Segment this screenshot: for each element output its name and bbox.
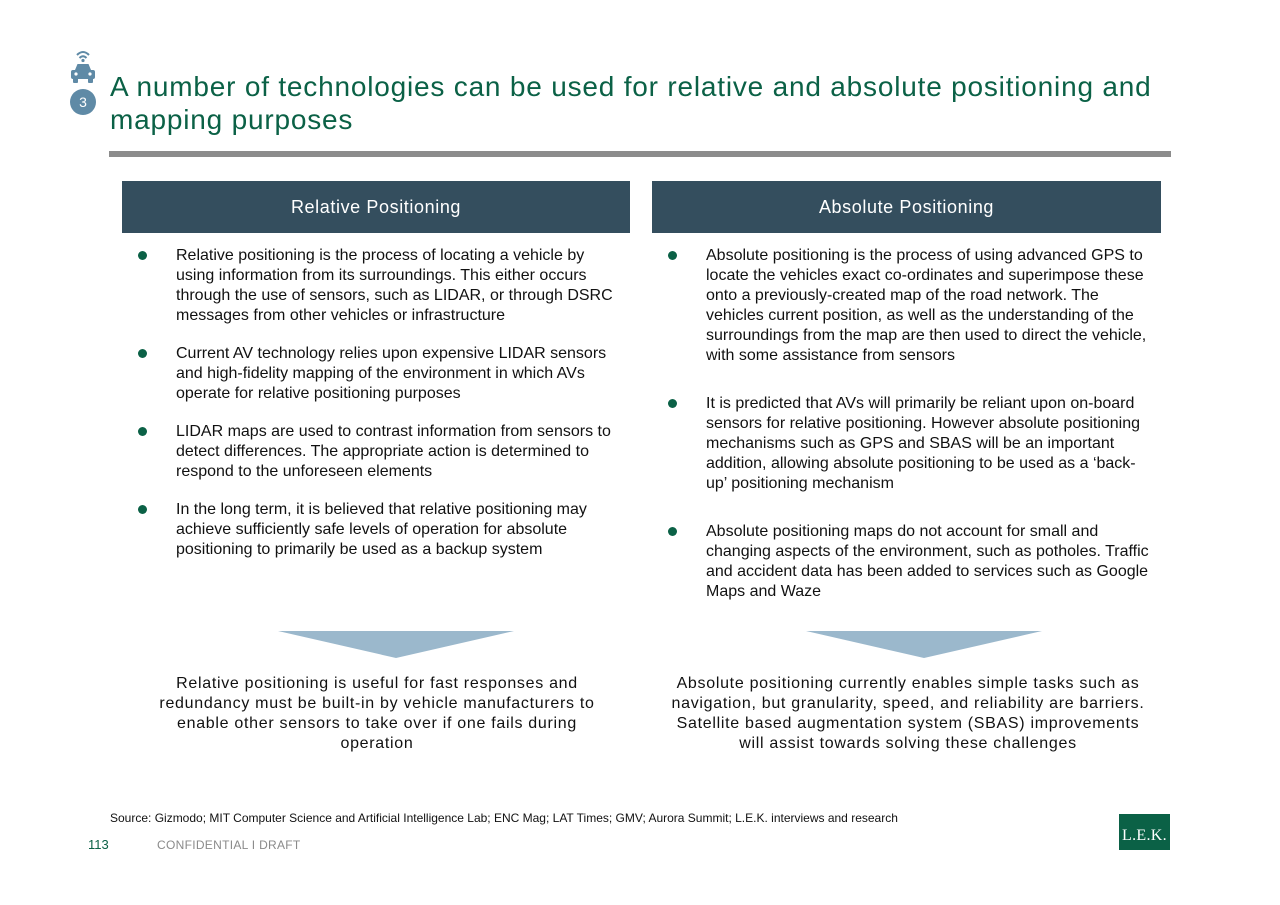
relative-positioning-bullets — [122, 246, 622, 578]
list-item — [652, 394, 1152, 494]
bullet-dot — [138, 505, 147, 514]
bullet-dot — [138, 427, 147, 436]
down-arrow-icon — [278, 631, 514, 658]
down-arrow-icon — [806, 631, 1042, 658]
title-divider — [109, 151, 1171, 157]
list-item — [652, 522, 1152, 602]
list-item — [122, 500, 622, 560]
bullet-dot — [668, 399, 677, 408]
bullet-text: Relative positioning is the process of locating a vehicle by using information from its surroundings. This either occurs through the use of sensors, such as LIDAR, or through DSRC messages from other vehicles or infrastructure — [176, 247, 613, 324]
list-item — [122, 422, 622, 482]
bullet-text: In the long term, it is believed that relative positioning may achieve sufficiently safe levels of operation for absolute positioning to primarily be used as a backup system — [176, 501, 587, 558]
section-number-badge: 3 — [70, 89, 96, 115]
bullet-dot — [138, 251, 147, 260]
list-item — [122, 246, 622, 326]
absolute-positioning-summary: Absolute positioning currently enables simple tasks such as navigation, but granularity, speed, and reliability are barriers. Satellite based augmentation system (SBAS) improvements will assist towards solving these challenges — [671, 675, 1145, 752]
source-note: Source: Gizmodo; MIT Computer Science and Artificial Intelligence Lab; ENC Mag; LAT Times; GMV; Aurora Summit; L.E.K. interviews and research — [110, 811, 898, 825]
bullet-text: Current AV technology relies upon expensive LIDAR sensors and high-fidelity mapping of the environment in which AVs operate for relative positioning purposes — [176, 345, 607, 402]
bullet-text: Absolute positioning is the process of using advanced GPS to locate the vehicles exact co-ordinates and superimpose these onto a previously-created map of the road network. The vehicles current position, as well as the understanding of the surroundings from the map are then used to direct the vehicle, with some assistance from sensors — [706, 247, 1147, 364]
bullet-dot — [668, 251, 677, 260]
page-title: A number of technologies can be used for relative and absolute positioning and mapping purposes — [110, 71, 1152, 135]
relative-positioning-summary: Relative positioning is useful for fast responses and redundancy must be built-in by vehicle manufacturers to enable other sensors to take over if one fails during operation — [159, 675, 595, 752]
page-number: 113 — [88, 837, 109, 852]
bullet-text: LIDAR maps are used to contrast information from sensors to detect differences. The appropriate action is determined to respond to the unforeseen elements — [176, 423, 611, 480]
bullet-text: Absolute positioning maps do not account for small and changing aspects of the environment, such as potholes. Traffic and accident data has been added to services such as Google Maps and Waze — [706, 523, 1149, 600]
absolute-positioning-heading: Absolute Positioning — [652, 181, 1161, 233]
absolute-positioning-bullets — [652, 246, 1152, 630]
list-item — [652, 246, 1152, 366]
bullet-dot — [668, 527, 677, 536]
bullet-text: It is predicted that AVs will primarily be reliant upon on-board sensors for relative positioning. However absolute positioning mechanisms such as GPS and SBAS will be an important addition, allowing absolute positioning to be used as a ‘back-up’ positioning mechanism — [706, 395, 1141, 492]
lek-logo: L.E.K. — [1119, 814, 1170, 850]
bullet-dot — [138, 349, 147, 358]
confidential-label: CONFIDENTIAL I DRAFT — [157, 838, 301, 852]
list-item — [122, 344, 622, 404]
relative-positioning-heading: Relative Positioning — [122, 181, 630, 233]
connected-car-icon — [66, 46, 100, 86]
